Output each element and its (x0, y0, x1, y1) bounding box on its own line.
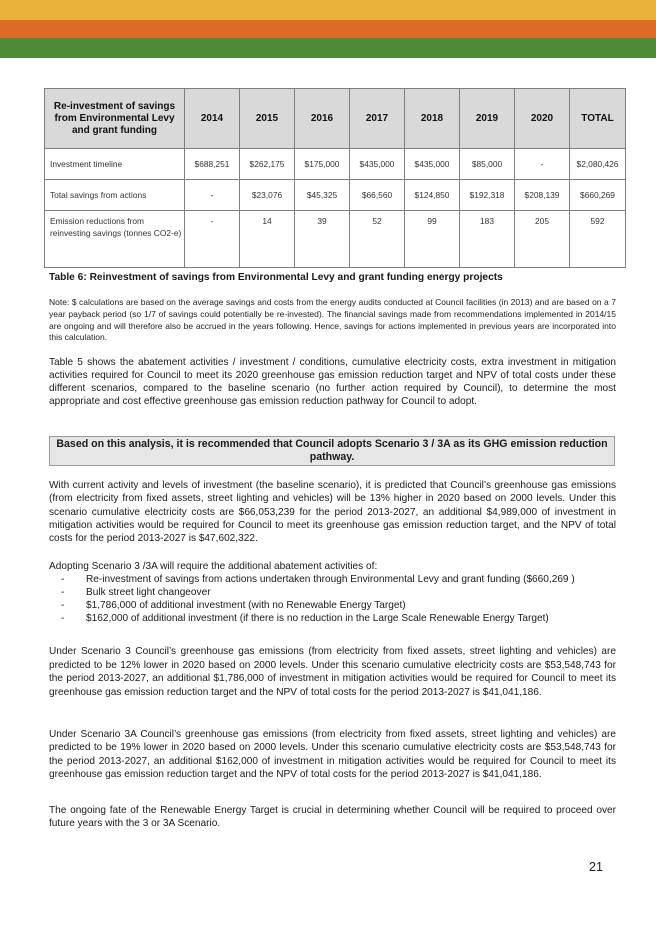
body-paragraph: With current activity and levels of investment (the baseline scenario), it is predicted that Council’s greenhouse gas emissions (from electricity from fixed assets, street lighting and vehicles) will be 13% higher in 2020 based on 2000 levels. Under this scenario cumulative electricity costs are $66,053,239 for the period 2013-2027, an additional $4,989,000 of investment in mitigation activities would be required for Council to meet its greenhouse gas emission reduction target, and the NPV of total costs for the period 2013-2027 is $47,602,322. (49, 480, 616, 545)
list-item: - Re-investment of savings from actions undertaken through Environmental Levy and grant funding ($660,269 ) (61, 574, 575, 585)
table-cell: $660,269 (570, 180, 626, 211)
table-cell: 205 (515, 211, 570, 268)
body-paragraph: Under Scenario 3 Council’s greenhouse gas emissions (from electricity from fixed assets, street lighting and vehicles) are predicted to be 12% lower in 2020 based on 2000 levels. Under this scenario cumulative electricity costs are $53,548,743 for the period 2013-2027, an additional $1,786,000 of investment in mitigation activities would be required for Council to meet its greenhouse gas emission reduction target and the NPV of total costs for the period 2013-2027 is $41,041,186. (49, 646, 616, 698)
list-item: - Bulk street light changeover (61, 587, 211, 598)
table-cell: $192,318 (460, 180, 515, 211)
table-cell: 14 (240, 211, 295, 268)
table-cell: $45,325 (295, 180, 350, 211)
table-cell: $435,000 (405, 149, 460, 180)
table-note: Note: $ calculations are based on the average savings and costs from the energy audits conducted at Council facilities (in 2013) and are based on a 7 year payback period (so 1/7 of savings could potentially be re-invested). The financial savings made from recommendations implemented in 2014/15 are ongoing and will therefore also be accrued in the years following. Hence, savings for actions implemented in previous years are incorporated into this calculation. (49, 297, 616, 343)
list-item-text: $1,786,000 of additional investment (with no Renewable Energy Target) (86, 600, 406, 611)
table-cell: 52 (350, 211, 405, 268)
table-header-cell: 2017 (350, 89, 405, 149)
table-header-cell: 2016 (295, 89, 350, 149)
table-caption: Table 6: Reinvestment of savings from Environmental Levy and grant funding energy projects (49, 272, 503, 283)
table-cell: Emission reductions from reinvesting savings (tonnes CO2-e) (45, 211, 185, 268)
abatement-activities-list (49, 573, 616, 625)
header-band-green (0, 38, 656, 58)
table-header-cell: 2018 (405, 89, 460, 149)
body-paragraph: The ongoing fate of the Renewable Energy Target is crucial in determining whether Council will be required to proceed over future years with the 3 or 3A Scenario. (49, 805, 616, 830)
table-cell: $66,560 (350, 180, 405, 211)
table-header-cell: 2015 (240, 89, 295, 149)
table-header-cell: 2020 (515, 89, 570, 149)
table-cell: 39 (295, 211, 350, 268)
list-item: - $162,000 of additional investment (if there is no reduction in the Large Scale Renewable Energy Target) (61, 613, 549, 624)
table-cell: - (185, 211, 240, 268)
table-cell: 99 (405, 211, 460, 268)
header-band-yellow (0, 0, 656, 20)
table-row (45, 149, 626, 180)
table-cell: $2,080,426 (570, 149, 626, 180)
table-row (45, 211, 626, 268)
table-header-row (45, 89, 626, 149)
header-band-orange (0, 20, 656, 38)
reinvestment-table (44, 88, 626, 268)
page-number: 21 (589, 860, 603, 874)
table-cell: Investment timeline (45, 149, 185, 180)
table-cell: - (185, 180, 240, 211)
table-header-cell: 2014 (185, 89, 240, 149)
table-cell: $208,139 (515, 180, 570, 211)
table-row (45, 180, 626, 211)
table-cell: 183 (460, 211, 515, 268)
body-paragraph: Table 5 shows the abatement activities / investment / conditions, cumulative electricity costs, extra investment in mitigation activities required for Council to meet its 2020 greenhouse gas emission reduction target and NPV of total costs under these different scenarios, compared to the baseline scenario (no further action required by Council), to determine the most appropriate and cost effective greenhouse gas emission reduction pathway for Council to adopt. (49, 357, 616, 407)
body-paragraph: Under Scenario 3A Council’s greenhouse gas emissions (from electricity from fixed assets, street lighting and vehicles) are predicted to be 19% lower in 2020 based on 2000 levels. Under this scenario cumulative electricity costs are $53,548,743 for the period 2013-2027, an additional $162,000 of investment in mitigation activities would be required for Council to meet its greenhouse gas emission reduction target and the NPV of total costs for the period 2013-2027 is $41,041,186. (49, 729, 616, 780)
table-cell: $262,175 (240, 149, 295, 180)
table-cell: $23,076 (240, 180, 295, 211)
table-cell: $688,251 (185, 149, 240, 180)
body-paragraph: Adopting Scenario 3 /3A will require the additional abatement activities of: (49, 561, 378, 572)
table-cell: 592 (570, 211, 626, 268)
list-item-text: $162,000 of additional investment (if there is no reduction in the Large Scale Renewable Energy Target) (86, 613, 549, 624)
list-item-text: Re-investment of savings from actions undertaken through Environmental Levy and grant funding ($660,269 ) (86, 574, 575, 585)
list-item: - $1,786,000 of additional investment (with no Renewable Energy Target) (61, 600, 406, 611)
table-cell: - (515, 149, 570, 180)
table-cell: Total savings from actions (45, 180, 185, 211)
table-header-cell: TOTAL (570, 89, 626, 149)
list-item-text: Bulk street light changeover (86, 587, 211, 598)
table-header-cell: Re-investment of savings from Environmental Levy and grant funding (45, 89, 185, 149)
table-cell: $175,000 (295, 149, 350, 180)
recommendation-box: Based on this analysis, it is recommended that Council adopts Scenario 3 / 3A as its GHG emission reduction pathway. (49, 436, 615, 466)
table-cell: $124,850 (405, 180, 460, 211)
table-header-cell: 2019 (460, 89, 515, 149)
table-cell: $85,000 (460, 149, 515, 180)
table-cell: $435,000 (350, 149, 405, 180)
